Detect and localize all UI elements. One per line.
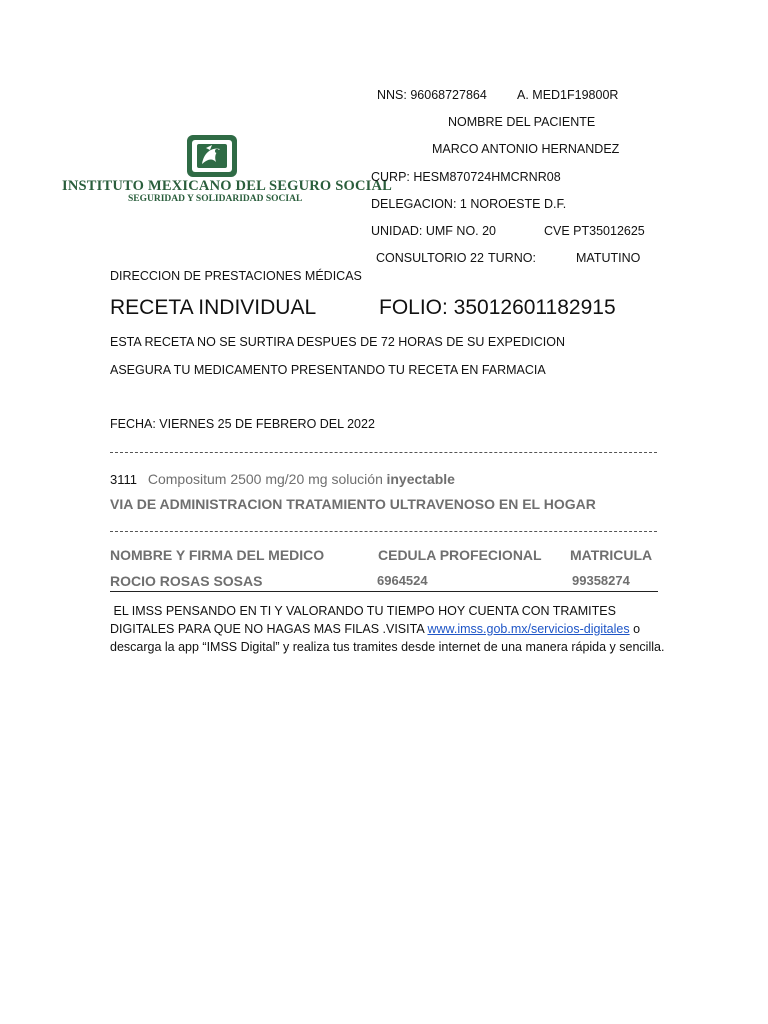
patient-name: MARCO ANTONIO HERNANDEZ xyxy=(432,142,620,156)
expiration-notice: ESTA RECETA NO SE SURTIRA DESPUES DE 72 HORAS DE SU EXPEDICION xyxy=(110,335,565,349)
issue-date: FECHA: VIERNES 25 DE FEBRERO DEL 2022 xyxy=(110,417,375,431)
separator-line xyxy=(110,531,657,532)
cve-code: CVE PT35012625 xyxy=(544,224,645,238)
delegacion: DELEGACION: 1 NOROESTE D.F. xyxy=(371,197,567,211)
cedula-label: CEDULA PROFECIONAL xyxy=(378,547,542,563)
agregado-medico: A. MED1F19800R xyxy=(517,88,619,102)
consultorio: CONSULTORIO 22 xyxy=(376,251,484,265)
turno-label: TURNO: xyxy=(488,251,536,265)
notice-text: EL IMSS PENSANDO EN TI Y VALORANDO TU TIEMPO HOY CUENTA CON TRAMITES DIGITALES PARA QUE NO HAGAS MAS FILAS .VISITA xyxy=(110,604,616,636)
separator-line xyxy=(110,452,657,453)
institution-name: INSTITUTO MEXICANO DEL SEGURO SOCIAL xyxy=(62,178,393,194)
administration-route: VIA DE ADMINISTRACION TRATAMIENTO ULTRAVENOSO EN EL HOGAR xyxy=(110,496,596,512)
medication-name: Compositum 2500 mg/20 mg solución xyxy=(147,471,383,487)
notice-text-continued: o descarga la app “IMSS Digital” y realiza tus tramites desde internet de una manera rápida y sencilla. xyxy=(110,622,665,654)
patient-curp: CURP: HESM870724HMCRNR08 xyxy=(371,170,561,184)
signature-rule xyxy=(110,591,658,592)
doctor-name-label: NOMBRE Y FIRMA DEL MEDICO xyxy=(110,547,325,563)
imss-digital-services-link[interactable]: www.imss.gob.mx/servicios-digitales xyxy=(427,622,630,636)
medication-code: 3111 xyxy=(110,472,137,487)
medication-line xyxy=(110,471,455,487)
unidad: UNIDAD: UMF NO. 20 xyxy=(371,224,497,238)
folio-number: FOLIO: 35012601182915 xyxy=(379,296,616,319)
document-title: RECETA INDIVIDUAL xyxy=(110,296,317,319)
matricula-value: 99358274 xyxy=(572,573,630,588)
doctor-name: ROCIO ROSAS SOSAS xyxy=(110,573,263,589)
turno-value: MATUTINO xyxy=(576,251,641,265)
nns-number: NNS: 96068727864 xyxy=(377,88,487,102)
institution-tagline: SEGURIDAD Y SOLIDARIDAD SOCIAL xyxy=(128,194,303,204)
matricula-label: MATRICULA xyxy=(570,547,653,563)
pharmacy-notice: ASEGURA TU MEDICAMENTO PRESENTANDO TU RECETA EN FARMACIA xyxy=(110,363,546,377)
cedula-value: 6964524 xyxy=(377,573,428,588)
imss-eagle-emblem-icon xyxy=(186,134,238,178)
patient-name-label: NOMBRE DEL PACIENTE xyxy=(448,115,596,129)
medication-form: inyectable xyxy=(386,471,455,487)
direccion-prestaciones: DIRECCION DE PRESTACIONES MÉDICAS xyxy=(110,269,362,283)
digital-services-notice xyxy=(110,602,670,656)
